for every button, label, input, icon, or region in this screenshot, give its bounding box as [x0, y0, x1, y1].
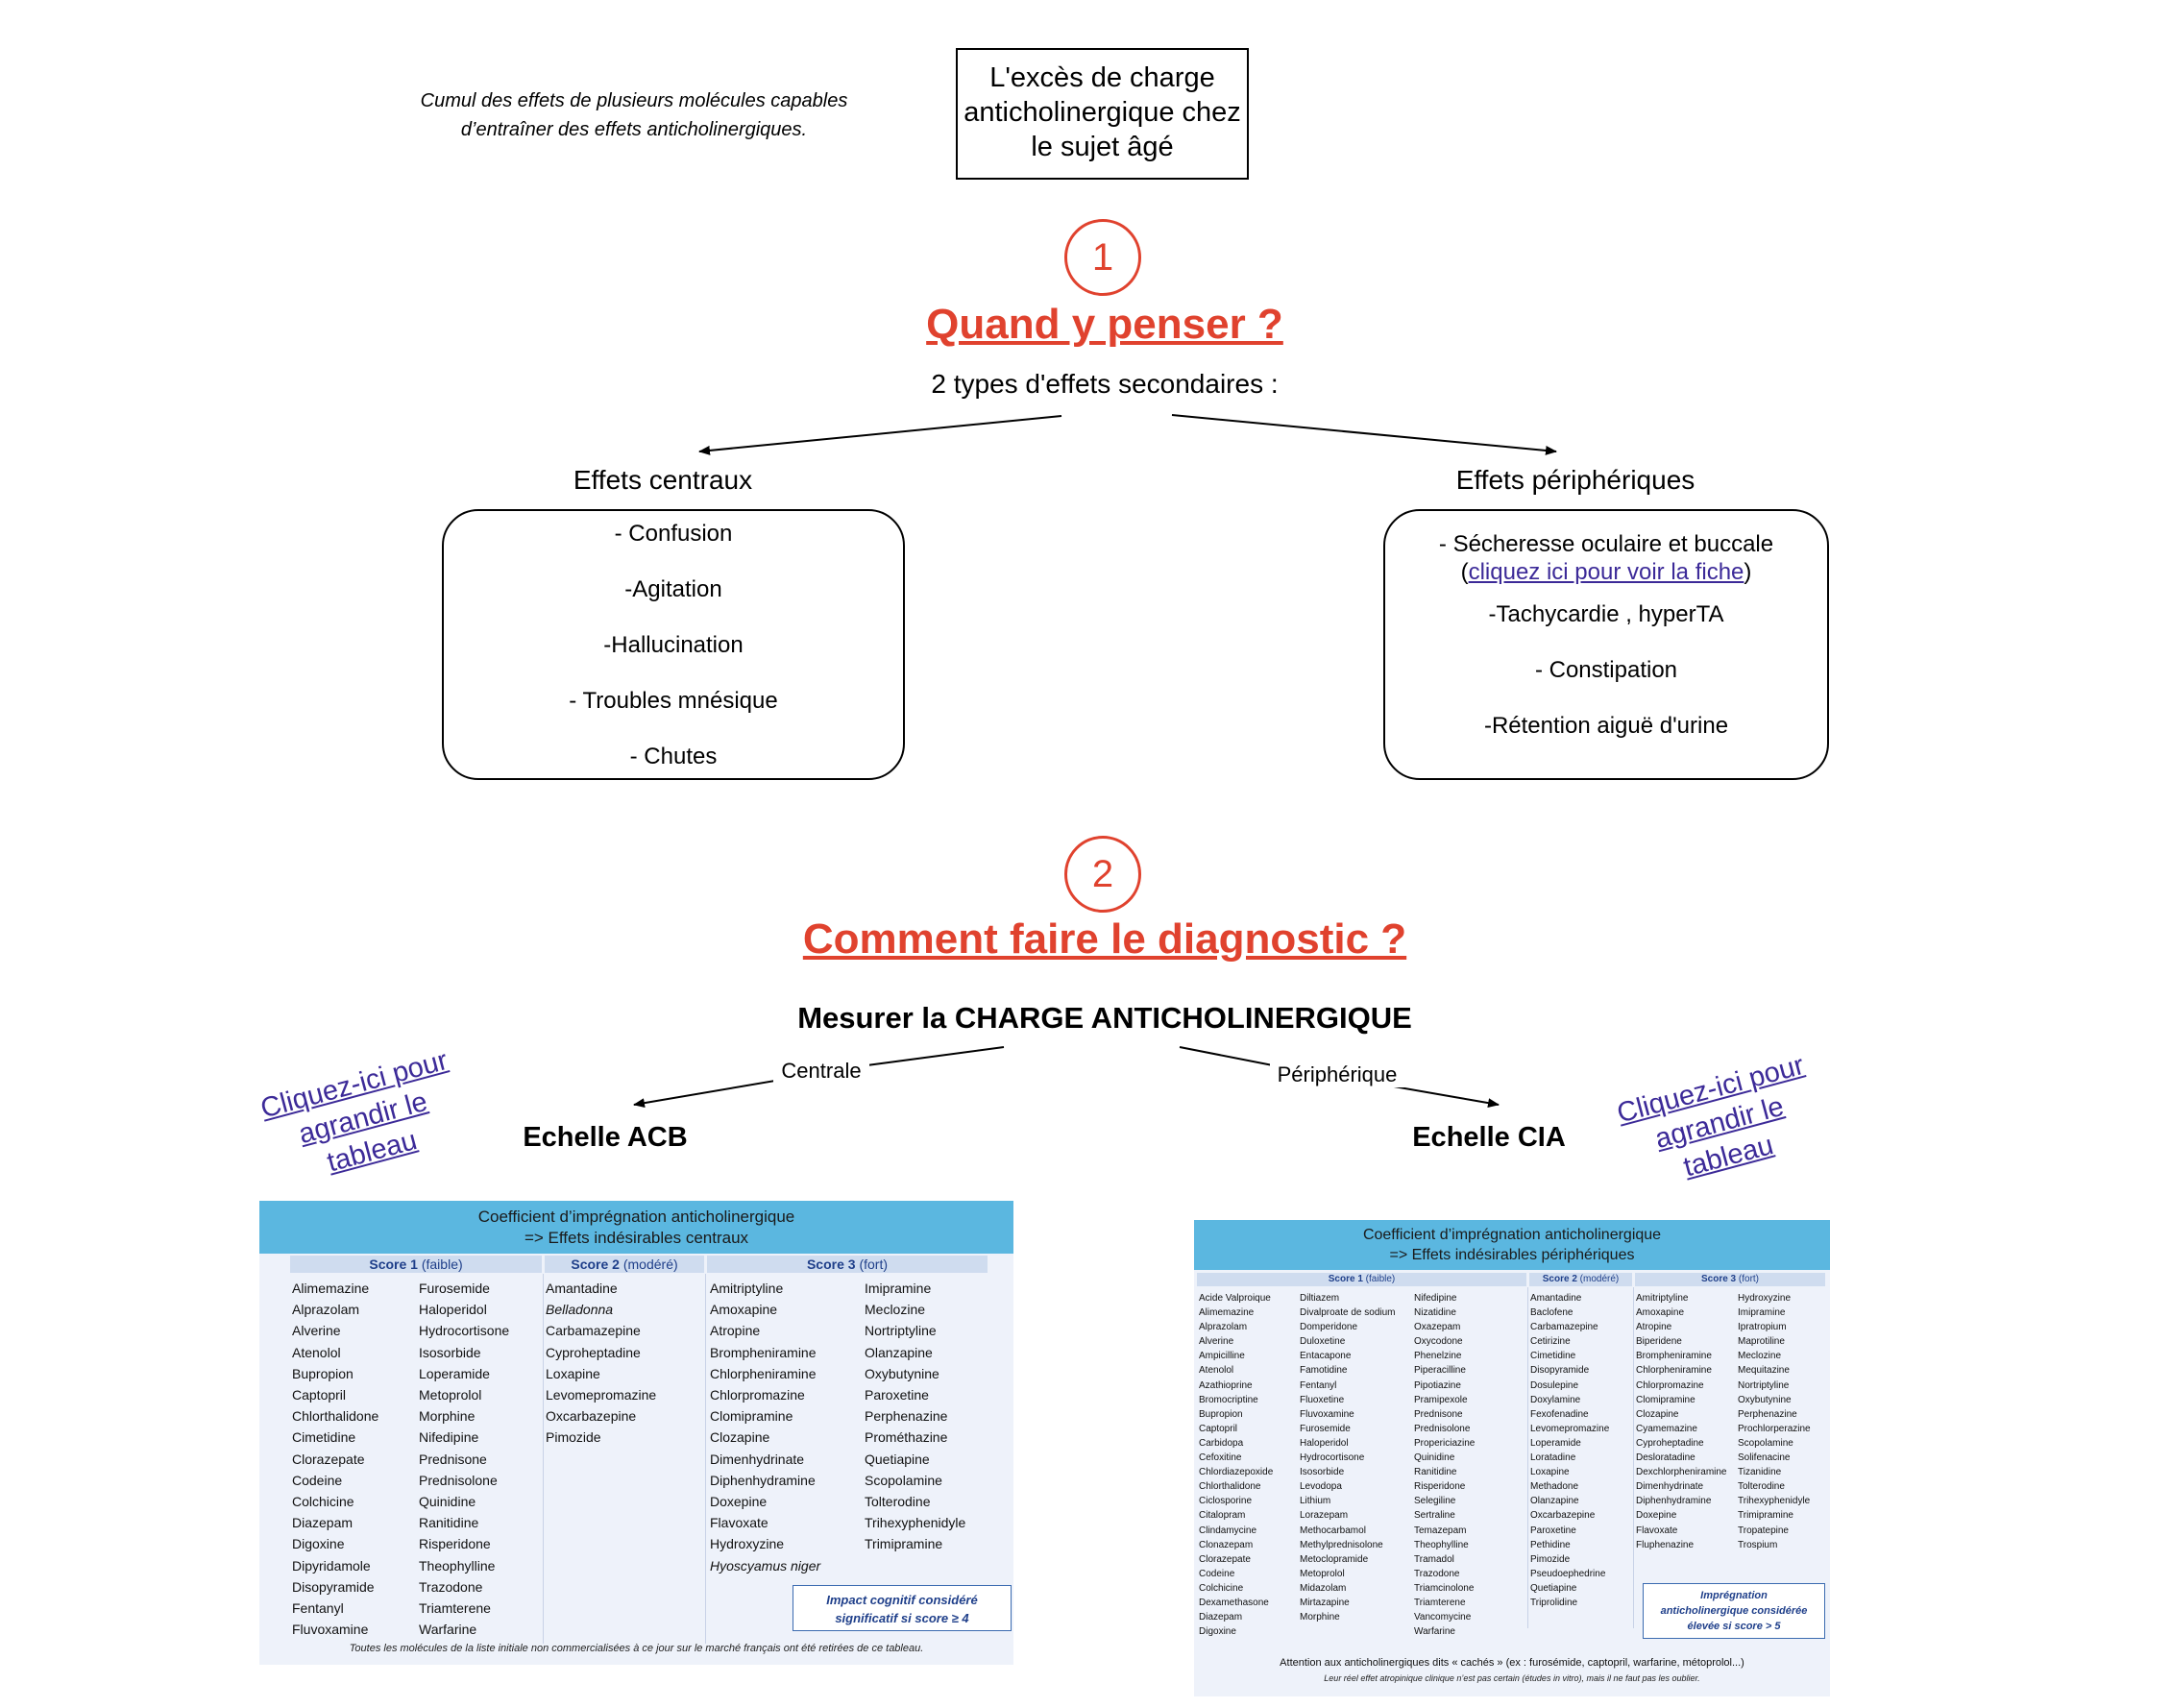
cia-score3-column: [1738, 1291, 1811, 1552]
drug-name: Alimemazine: [292, 1281, 370, 1296]
drug-name: Hydrocortisone: [419, 1323, 510, 1339]
drug-name: Bromocriptine: [1199, 1394, 1258, 1405]
cia-divider: [1527, 1287, 1528, 1628]
drug-name: Isosorbide: [1300, 1467, 1345, 1478]
drug-name: Hyoscyamus niger: [710, 1557, 821, 1574]
drug-name: Disopyramide: [1530, 1365, 1590, 1377]
drug-name: Cimetidine: [292, 1429, 356, 1446]
drug-name: Carbidopa: [1199, 1437, 1244, 1449]
central-effect-item: -Agitation: [624, 576, 722, 602]
central-effect-item: - Chutes: [629, 744, 718, 769]
drug-name: Prednisolone: [419, 1472, 498, 1488]
drug-name: Chlorpromazine: [710, 1387, 805, 1403]
drug-name: Oxazepam: [1414, 1322, 1461, 1333]
drug-name: Perphenazine: [1738, 1408, 1797, 1420]
drug-name: Olanzapine: [865, 1344, 933, 1360]
drug-name: Chlorthalidone: [1199, 1481, 1261, 1493]
acb-score2-header: Score 2 (modéré): [545, 1256, 704, 1273]
drug-name: Amoxapine: [1636, 1307, 1685, 1319]
drug-name: Paroxetine: [865, 1387, 929, 1403]
acb-divider: [705, 1274, 706, 1644]
drug-name: Famotidine: [1300, 1365, 1348, 1377]
step-number-2: 2: [1064, 836, 1141, 913]
drug-name: Ranitidine: [1414, 1467, 1457, 1478]
drug-name: Baclofene: [1530, 1307, 1573, 1319]
drug-name: Pseudoephedrine: [1530, 1568, 1606, 1579]
drug-name: Flavoxate: [1636, 1525, 1678, 1536]
drug-name: Theophylline: [419, 1557, 496, 1574]
drug-name: Alverine: [292, 1323, 341, 1339]
central-effect-item: -Hallucination: [603, 632, 744, 658]
drug-name: Tramadol: [1414, 1553, 1454, 1565]
acb-score1-column: [419, 1278, 509, 1640]
drug-name: Fentanyl: [1300, 1379, 1337, 1391]
cia-score2-column: [1530, 1291, 1609, 1610]
acb-scale-title: Echelle ACB: [523, 1122, 688, 1153]
drug-name: Amantadine: [546, 1281, 618, 1296]
drug-name: Lithium: [1300, 1496, 1331, 1507]
drug-name: Digoxine: [292, 1536, 345, 1552]
heading-diagnostic: Comment faire le diagnostic ?: [802, 915, 1407, 963]
cia-impact-note: Imprégnation anticholinergique considérée élevée si score > 5: [1643, 1583, 1825, 1639]
drug-name: Levodopa: [1300, 1481, 1342, 1493]
drug-name: Prednisone: [419, 1451, 487, 1467]
drug-name: Clorazepate: [292, 1451, 365, 1467]
drug-name: Chlorpheniramine: [1636, 1365, 1712, 1377]
drug-name: Tolterodine: [1738, 1481, 1785, 1493]
arrow-to-central: [699, 416, 1061, 451]
drug-name: Risperidone: [1414, 1481, 1466, 1493]
drug-name: Piperacilline: [1414, 1365, 1466, 1377]
drug-name: Atropine: [1636, 1322, 1672, 1333]
cia-score1-column: [1414, 1291, 1475, 1639]
peripheral-effect-item: -Tachycardie , hyperTA: [1488, 601, 1724, 627]
drug-name: Ranitidine: [419, 1515, 479, 1531]
drug-name: Scopolamine: [1738, 1437, 1793, 1449]
drug-name: Propericiazine: [1414, 1437, 1476, 1449]
drug-name: Metoclopramide: [1300, 1553, 1369, 1565]
cia-score1-column: [1199, 1291, 1273, 1639]
drug-name: Bupropion: [1199, 1408, 1243, 1420]
drug-name: Scopolamine: [865, 1472, 942, 1488]
drug-name: Dexchlorpheniramine: [1636, 1467, 1727, 1478]
drug-name: Trimipramine: [865, 1536, 943, 1552]
drug-name: Doxepine: [1636, 1510, 1677, 1522]
drug-name: Furosemide: [419, 1281, 490, 1296]
drug-name: Domperidone: [1300, 1322, 1358, 1333]
acb-footnote: Toutes les molécules de la liste initiale non commercialisées à ce jour sur le marché français ont été retirées de ce tableau.: [349, 1643, 924, 1654]
drug-name: Colchicine: [292, 1494, 354, 1510]
drug-name: Dexamethasone: [1199, 1597, 1269, 1608]
acb-score1-header: Score 1 (faible): [290, 1256, 542, 1273]
drug-name: Oxybutynine: [1738, 1394, 1792, 1405]
drug-name: Quinidine: [419, 1494, 476, 1510]
drug-name: Fluoxetine: [1300, 1394, 1345, 1405]
drug-name: Trimipramine: [1738, 1510, 1793, 1522]
drug-name: Clomipramine: [1636, 1394, 1695, 1405]
drug-name: Biperidene: [1636, 1336, 1682, 1348]
drug-name: Prochlorperazine: [1738, 1423, 1811, 1434]
cia-score1-column: [1300, 1291, 1396, 1624]
drug-name: Pramipexole: [1414, 1394, 1468, 1405]
drug-name: Tolterodine: [865, 1494, 931, 1510]
drug-name: Carbamazepine: [1530, 1322, 1598, 1333]
drug-name: Codeine: [1199, 1568, 1235, 1579]
drug-name: Methocarbamol: [1300, 1525, 1366, 1536]
peripheral-effects-box: [1383, 509, 1829, 780]
cia-footnote-1: Attention aux anticholinergiques dits « cachés » (ex : furosémide, captopril, warfarine, métoprolol...): [1280, 1657, 1744, 1669]
drug-name: Cyamemazine: [1636, 1423, 1697, 1434]
drug-name: Amantadine: [1530, 1293, 1582, 1304]
drug-name: Cyproheptadine: [1636, 1437, 1704, 1449]
drug-name: Olanzapine: [1530, 1496, 1579, 1507]
drug-name: Acide Valproique: [1199, 1293, 1271, 1304]
label-centrale: Centrale: [773, 1059, 869, 1084]
drug-name: Lorazepam: [1300, 1510, 1349, 1522]
central-effect-item: - Confusion: [614, 521, 733, 547]
central-effects-box: [442, 509, 905, 780]
cia-score1-header: Score 1 (faible): [1197, 1273, 1526, 1286]
drug-name: Ampicilline: [1199, 1351, 1245, 1362]
drug-name: Azathioprine: [1199, 1379, 1253, 1391]
drug-name: Pimozide: [546, 1429, 601, 1446]
drug-name: Triamterene: [419, 1600, 491, 1617]
drug-name: Dimenhydrinate: [710, 1451, 805, 1467]
drug-name: Atropine: [710, 1323, 761, 1339]
drug-name: Diphenhydramine: [1636, 1496, 1712, 1507]
enlarge-cia-link[interactable]: Cliquez-ici pour agrandir le tableau: [1614, 1049, 1808, 1183]
drug-name: Dipyridamole: [292, 1557, 371, 1574]
drug-name: Oxybutynine: [865, 1365, 939, 1381]
central-effect-item: - Troubles mnésique: [569, 688, 778, 714]
drug-name: Fluvoxamine: [1300, 1408, 1354, 1420]
enlarge-acb-link[interactable]: Cliquez-ici pour agrandir le tableau: [257, 1044, 451, 1179]
drug-name: Captopril: [1199, 1423, 1238, 1434]
drug-name: Nifedipine: [1414, 1293, 1457, 1304]
main-title-box: L'excès de charge anticholinergique chez le sujet âgé: [956, 48, 1249, 180]
drug-name: Quetiapine: [1530, 1582, 1577, 1594]
drug-name: Diazepam: [292, 1515, 354, 1531]
drug-name: Clindamycine: [1199, 1525, 1257, 1536]
drug-name: Mirtazapine: [1300, 1597, 1350, 1608]
drug-name: Amoxapine: [710, 1302, 778, 1318]
drug-name: Oxcarbazepine: [1530, 1510, 1596, 1522]
drug-name: Digoxine: [1199, 1626, 1236, 1638]
drug-name: Selegiline: [1414, 1496, 1456, 1507]
drug-name: Codeine: [292, 1472, 343, 1488]
drug-name: Oxcarbazepine: [546, 1408, 637, 1425]
drug-name: Divalproate de sodium: [1300, 1307, 1396, 1319]
cia-score3-column: [1636, 1291, 1727, 1552]
drug-name: Meclozine: [865, 1302, 926, 1318]
drug-name: Bupropion: [292, 1365, 354, 1381]
drug-name: Cefoxitine: [1199, 1452, 1242, 1464]
drug-name: Trospium: [1738, 1539, 1778, 1550]
acb-score3-column: [710, 1278, 820, 1576]
acb-table-header: Coefficient d’imprégnation anticholinergique => Effets indésirables centraux: [259, 1201, 1013, 1254]
drug-name: Loperamide: [1530, 1437, 1581, 1449]
drug-name: Oxycodone: [1414, 1336, 1463, 1348]
drug-name: Triamterene: [1414, 1597, 1466, 1608]
cia-scale-title: Echelle CIA: [1412, 1122, 1566, 1153]
drug-name: Maprotiline: [1738, 1336, 1785, 1348]
drug-name: Tropatepine: [1738, 1525, 1789, 1536]
drug-name: Clomipramine: [710, 1408, 793, 1425]
cia-score3-header: Score 3 (fort): [1635, 1273, 1825, 1286]
drug-name: Theophylline: [1414, 1539, 1469, 1550]
drug-name: Hydroxyzine: [710, 1536, 785, 1552]
drug-name: Clozapine: [1636, 1408, 1679, 1420]
drug-name: Atenolol: [1199, 1365, 1234, 1377]
drug-name: Pimozide: [1530, 1553, 1571, 1565]
drug-name: Mequitazine: [1738, 1365, 1790, 1377]
acb-score2-column: [546, 1278, 656, 1449]
drug-name: Ciclosporine: [1199, 1496, 1253, 1507]
drug-name: Loratadine: [1530, 1452, 1576, 1464]
drug-name: Chlorpromazine: [1636, 1379, 1704, 1391]
drug-name: Doxylamine: [1530, 1394, 1581, 1405]
drug-name: Diazepam: [1199, 1612, 1243, 1623]
drug-name: Midazolam: [1300, 1582, 1347, 1594]
drug-name: Tizanidine: [1738, 1467, 1782, 1478]
drug-name: Trazodone: [419, 1578, 483, 1595]
drug-name: Chlorthalidone: [292, 1408, 379, 1425]
acb-divider: [543, 1274, 544, 1644]
drug-name: Cyproheptadine: [546, 1344, 641, 1360]
drug-name: Hydroxyzine: [1738, 1293, 1792, 1304]
drug-name: Belladonna: [546, 1302, 614, 1318]
drug-name: Ipratropium: [1738, 1322, 1787, 1333]
drug-name: Amitriptyline: [710, 1281, 784, 1296]
cia-footnote-2: Leur réel effet atropinique clinique n’est pas certain (études in vitro), mais il ne faut pas les oublier.: [1324, 1673, 1700, 1683]
drug-name: Solifenacine: [1738, 1452, 1791, 1464]
drug-name: Metoprolol: [1300, 1568, 1345, 1579]
drug-name: Diphenhydramine: [710, 1472, 816, 1488]
drug-name: Imipramine: [865, 1281, 932, 1296]
drug-name: Isosorbide: [419, 1344, 481, 1360]
drug-name: Fluphenazine: [1636, 1539, 1695, 1550]
drug-name: Haloperidol: [1300, 1437, 1349, 1449]
drug-name: Paroxetine: [1530, 1525, 1576, 1536]
fiche-link[interactable]: cliquez ici pour voir la fiche: [1468, 559, 1744, 585]
drug-name: Clozapine: [710, 1429, 770, 1446]
drug-name: Brompheniramine: [1636, 1351, 1712, 1362]
cia-divider: [1633, 1287, 1634, 1628]
drug-name: Trazodone: [1414, 1568, 1460, 1579]
drug-name: Phenelzine: [1414, 1351, 1462, 1362]
drug-name: Alimemazine: [1199, 1307, 1255, 1319]
drug-name: Methylprednisolone: [1300, 1539, 1383, 1550]
drug-name: Levomepromazine: [546, 1387, 657, 1403]
drug-name: Fentanyl: [292, 1600, 344, 1617]
drug-name: Clorazepate: [1199, 1553, 1251, 1565]
drug-name: Temazepam: [1414, 1525, 1467, 1536]
peripheral-effect-item: - Constipation: [1534, 657, 1678, 683]
drug-name: Warfarine: [1414, 1626, 1455, 1638]
drug-name: Methadone: [1530, 1481, 1579, 1493]
drug-name: Nifedipine: [419, 1429, 479, 1446]
drug-name: Morphine: [1300, 1612, 1340, 1623]
drug-name: Doxepine: [710, 1494, 768, 1510]
drug-name: Amitriptyline: [1636, 1293, 1689, 1304]
drug-name: Nizatidine: [1414, 1307, 1456, 1319]
peripheral-effect-item: - Sécheresse oculaire et buccale: [1438, 531, 1774, 557]
cia-score2-header: Score 2 (modéré): [1529, 1273, 1632, 1286]
drug-name: Alprazolam: [1199, 1322, 1248, 1333]
drug-name: Sertraline: [1414, 1510, 1455, 1522]
drug-name: Disopyramide: [292, 1578, 375, 1595]
drug-name: Quinidine: [1414, 1452, 1455, 1464]
drug-name: Alprazolam: [292, 1302, 360, 1318]
drug-name: Perphenazine: [865, 1408, 948, 1425]
drug-name: Trihexyphenidyle: [865, 1515, 966, 1531]
cia-table[interactable]: [1194, 1220, 1830, 1696]
drug-name: Fluvoxamine: [292, 1622, 369, 1638]
drug-name: Furosemide: [1300, 1423, 1351, 1434]
peripheral-effect-item: -Rétention aiguë d'urine: [1483, 713, 1729, 739]
acb-score3-header: Score 3 (fort): [707, 1256, 988, 1273]
intro-note: Cumul des effets de plusieurs molécules capables d’entraîner des effets anticholinergiques.: [420, 90, 848, 140]
drug-name: Nortriptyline: [1738, 1379, 1790, 1391]
drug-name: Carbamazepine: [546, 1323, 641, 1339]
drug-name: Chlordiazepoxide: [1199, 1467, 1274, 1478]
acb-score3-column: [865, 1278, 965, 1555]
drug-name: Triamcinolone: [1414, 1582, 1475, 1594]
drug-name: Fexofenadine: [1530, 1408, 1589, 1420]
drug-name: Prednisone: [1414, 1408, 1463, 1420]
drug-name: Morphine: [419, 1408, 476, 1425]
drug-name: Dimenhydrinate: [1636, 1481, 1704, 1493]
drug-name: Brompheniramine: [710, 1344, 817, 1360]
label-peripherique: Périphérique: [1270, 1062, 1404, 1087]
drug-name: Citalopram: [1199, 1510, 1246, 1522]
acb-table[interactable]: [259, 1201, 1013, 1665]
drug-name: Prednisolone: [1414, 1423, 1471, 1434]
drug-name: Entacapone: [1300, 1351, 1352, 1362]
drug-name: Colchicine: [1199, 1582, 1244, 1594]
drug-name: Loperamide: [419, 1365, 490, 1381]
drug-name: Warfarine: [419, 1622, 477, 1638]
drug-name: Quetiapine: [865, 1451, 930, 1467]
subtitle-mesurer-charge: Mesurer la CHARGE ANTICHOLINERGIQUE: [797, 1001, 1412, 1035]
drug-name: Trihexyphenidyle: [1738, 1496, 1811, 1507]
drug-name: Pipotiazine: [1414, 1379, 1461, 1391]
heading-quand-y-penser: Quand y penser ?: [926, 301, 1283, 348]
drug-name: Cetirizine: [1530, 1336, 1571, 1348]
drug-name: Triprolidine: [1530, 1597, 1578, 1608]
peripheral-effects-title: Effets périphériques: [1455, 465, 1695, 495]
central-effects-title: Effets centraux: [573, 465, 753, 495]
drug-name: Diltiazem: [1300, 1293, 1340, 1304]
subtitle-types-effets: 2 types d'effets secondaires :: [931, 369, 1279, 399]
drug-name: Loxapine: [1530, 1467, 1570, 1478]
drug-name: Haloperidol: [419, 1302, 487, 1318]
drug-name: Levomepromazine: [1530, 1423, 1610, 1434]
drug-name: Chlorpheniramine: [710, 1365, 817, 1381]
drug-name: Loxapine: [546, 1365, 600, 1381]
step-number-1: 1: [1064, 219, 1141, 296]
drug-name: Pethidine: [1530, 1539, 1571, 1550]
cia-table-header: Coefficient d’imprégnation anticholinergique => Effets indésirables périphériques: [1194, 1220, 1830, 1270]
drug-name: Duloxetine: [1300, 1336, 1346, 1348]
drug-name: Imipramine: [1738, 1307, 1786, 1319]
drug-name: Captopril: [292, 1387, 347, 1403]
drug-name: Atenolol: [292, 1344, 341, 1360]
acb-score1-column: [292, 1278, 378, 1640]
drug-name: Hydrocortisone: [1300, 1452, 1365, 1464]
drug-name: Clonazepam: [1199, 1539, 1254, 1550]
drug-name: Desloratadine: [1636, 1452, 1695, 1464]
drug-name: Alverine: [1199, 1336, 1234, 1348]
drug-name: Vancomycine: [1414, 1612, 1472, 1623]
drug-name: Dosulepine: [1530, 1379, 1579, 1391]
drug-name: Risperidone: [419, 1536, 491, 1552]
drug-name: Metoprolol: [419, 1387, 482, 1403]
drug-name: Meclozine: [1738, 1351, 1782, 1362]
drug-name: Flavoxate: [710, 1515, 768, 1531]
acb-impact-note: Impact cognitif considéré significatif si score ≥ 4: [793, 1585, 1012, 1631]
arrow-to-peripheral: [1172, 415, 1556, 451]
fiche-link-line: (cliquez ici pour voir la fiche): [1460, 559, 1752, 585]
drug-name: Cimetidine: [1530, 1351, 1576, 1362]
drug-name: Nortriptyline: [865, 1323, 937, 1339]
drug-name: Prométhazine: [865, 1429, 948, 1446]
